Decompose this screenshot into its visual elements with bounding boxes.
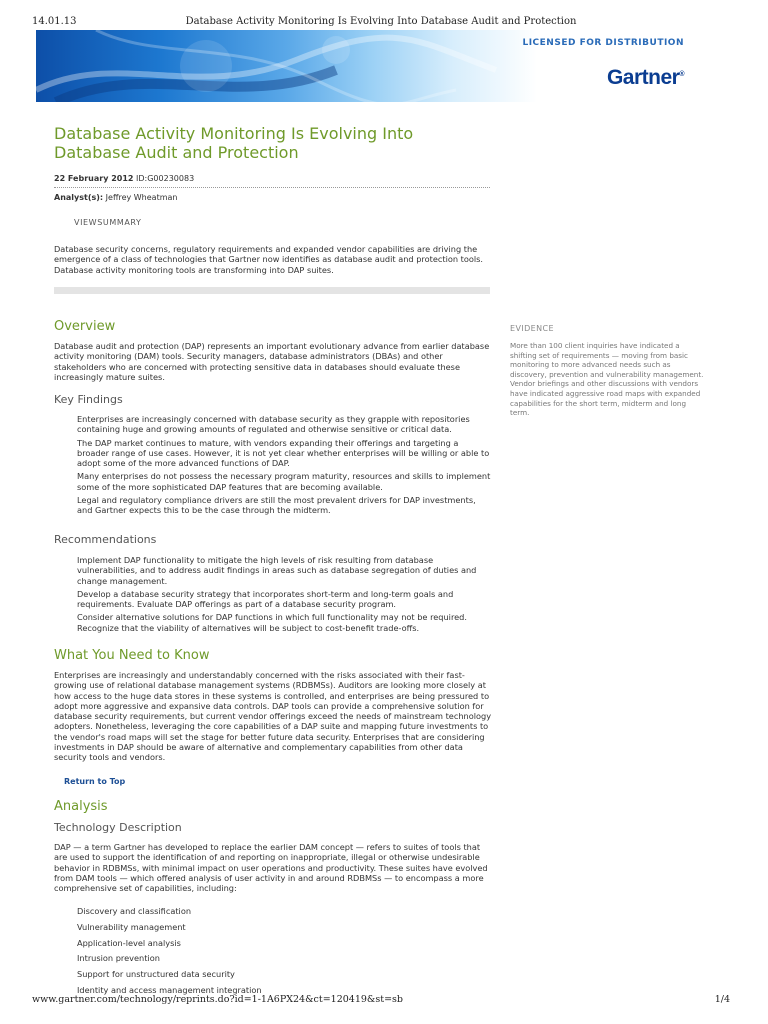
evidence-text: More than 100 client inquiries have indicated a shifting set of requirements — moving from basic monitoring to more advanced needs such as discovery, prevention and vulnerability management. Vendor briefings and other discussions with vendors have indicated aggressive road maps with expanded capabilities for the short term, midterm and long term. (510, 341, 704, 418)
print-title: Database Activity Monitoring Is Evolving Into Database Audit and Protection (185, 16, 577, 27)
list-item: Intrusion prevention (77, 953, 160, 964)
document-title: Database Activity Monitoring Is Evolving Into Database Audit and Protection (54, 124, 414, 162)
overview-heading: Overview (54, 319, 116, 334)
list-item: Support for unstructured data security (77, 969, 235, 980)
analyst-label: Analyst(s): (54, 193, 104, 202)
analysis-text: DAP — a term Gartner has developed to replace the earlier DAM concept — refers to suites of tools that are used to support the identification of and reporting on inappropriate, illegal or otherwise undesirable behavior in RDBMSs, with minimal impact on user operations and productivity. These suites have evolved from DAM tools — which offered analysis of user activity in and around RDBMSs — to encompass a more comprehensive set of capabilities, including: (54, 842, 488, 894)
overview-text: Database audit and protection (DAP) represents an important evolutionary advance from earlier database activity monitoring (DAM) tools. Security managers, database administrators (DBAs) and other stakeholders who are concerned with protecting sensitive data in databases should evaluate these increasingly mature suites. (54, 341, 490, 382)
document-id-label: ID: (136, 174, 148, 183)
dotted-divider (54, 187, 490, 188)
list-item: The DAP market continues to mature, with vendors expanding their offerings and targeting a broader range of use cases. However, it is not yet clear whether enterprises will be willing or able to adopt some of the more advanced functions of DAP. (77, 437, 490, 469)
list-item: Develop a database security strategy that incorporates short-term and long-term goals and requirements. Evaluate DAP offerings as part of a database security program. (77, 588, 454, 610)
list-item: Identity and access management integration (77, 984, 262, 995)
list-item: Legal and regulatory compliance drivers are still the most prevalent drivers for DAP investments, and Gartner expects this to be the case through the midterm. (77, 495, 476, 516)
page-number: 1/4 (714, 994, 730, 1005)
print-date: 14.01.13 (32, 16, 77, 27)
print-url: www.gartner.com/technology/reprints.do?id=1-1A6PX24&ct=120419&st=sb (32, 994, 403, 1005)
summary-text: Database security concerns, regulatory requirements and expanded vendor capabilities are driving the emergence of a class of technologies that Gartner now identifies as database audit and protection tools. Database activity monitoring tools are transforming into DAP suites. (54, 244, 484, 275)
need-to-know-heading: What You Need to Know (54, 648, 210, 663)
list-item: Discovery and classification (77, 906, 192, 916)
recommendations-list (77, 555, 491, 636)
list-item: Enterprises are increasingly concerned with database security as they grapple with repositories containing huge and growing amounts of regulated and otherwise sensitive or critical data. (77, 414, 470, 435)
licensed-label: LICENSED FOR DISTRIBUTION (522, 38, 684, 48)
list-item: Vulnerability management (77, 921, 186, 932)
evidence-heading: EVIDENCE (510, 324, 554, 333)
technology-description-heading: Technology Description (54, 821, 182, 834)
analyst-name: Jeffrey Wheatman (105, 193, 178, 202)
key-findings-list (77, 414, 491, 519)
list-item: Implement DAP functionality to mitigate the high levels of risk resulting from database vulnerabilities, and to address audit findings in areas such as database segregation of duties and change management. (77, 555, 477, 586)
document-id: G00230083 (147, 174, 195, 183)
document-date-id (54, 174, 194, 183)
list-item: Application-level analysis (77, 937, 181, 948)
list-item: Consider alternative solutions for DAP functions in which full functionality may not be required. Recognize that the viability of alternatives will be subject to cost-benefit trade-offs. (77, 612, 467, 633)
recommendations-heading: Recommendations (54, 533, 157, 546)
gartner-banner (36, 30, 732, 102)
return-to-top-link[interactable]: Return to Top (64, 777, 126, 786)
list-item: Many enterprises do not possess the necessary program maturity, resources and skills to implement some of the more sophisticated DAP features that are becoming available. (77, 471, 491, 492)
view-summary-link[interactable]: VIEWSUMMARY (74, 218, 142, 227)
capabilities-list (77, 906, 377, 1001)
section-divider (54, 287, 490, 294)
document-date: 22 February 2012 (54, 174, 134, 183)
print-header (32, 16, 730, 30)
gartner-logo: Gartner® (606, 66, 684, 89)
analysis-heading: Analysis (54, 799, 108, 814)
analyst-line (54, 193, 177, 202)
need-to-know-text: Enterprises are increasingly and understandably concerned with the risks associated with their fast-growing use of relational database management systems (RDBMSs). Auditors are looking more closely at how access to the huge data stores in these systems is controlled, and enterprises are being pressured to adopt more aggressive and expansive data controls. DAP tools can provide a comprehensive solution for database security requirements, but current vendor offerings exceed the needs of mainstream technology adopters. Nonetheless, leveraging the core capabilities of a DAP suite and mapping future investments to the vendor's road maps will set the stage for better future data security. Enterprises that are considering investments in DAP should be aware of alternative and complementary capabilities from other data security tools and vendors. (54, 670, 492, 763)
key-findings-heading: Key Findings (54, 393, 123, 406)
